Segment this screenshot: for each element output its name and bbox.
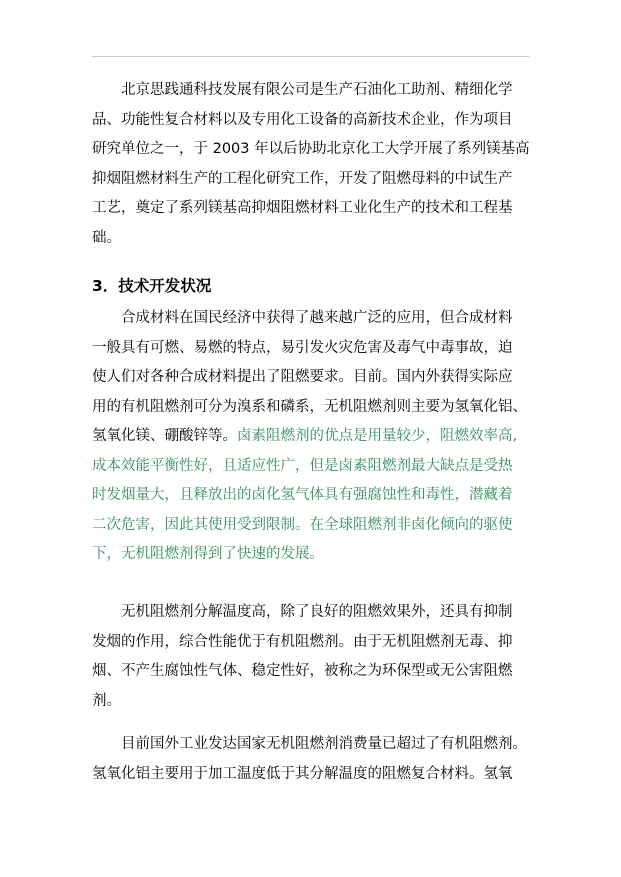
text-line: 使人们对各种合成材料提出了阻燃要求。目前。国内外获得实际应 <box>92 369 513 385</box>
text-line: 研究单位之一，于 2003 年以后协助北京化工大学开展了系列镁基高 <box>92 141 530 157</box>
highlighted-text-line: 下，无机阻燃剂得到了快速的发展。 <box>92 546 324 562</box>
text-line: 北京思践通科技发展有限公司是生产石油化工助剂、精细化学 <box>121 82 513 98</box>
text-line: 合成材料在国民经济中获得了越来越广泛的应用，但合成材料 <box>121 310 513 326</box>
text-segment: 氢氧化镁、硼酸锌等。 <box>92 428 237 444</box>
paragraph-company-intro <box>92 76 532 253</box>
highlighted-text-line: 时发烟量大，且释放出的卤化氢气体具有强腐蚀性和毒性，潜藏着 <box>92 487 513 503</box>
text-line: 一般具有可燃、易燃的特点，易引发火灾危害及毒气中毒事故，迫 <box>92 339 513 356</box>
text-line-mixed <box>92 422 532 452</box>
text-line: 工艺，奠定了系列镁基高抑烟阻燃材料工业化生产的技术和工程基 <box>92 200 513 216</box>
text-line: 用的有机阻燃剂可分为溴系和磷系，无机阻燃剂则主要为氢氧化铝、 <box>92 398 527 415</box>
paragraph-flame-retardant-overview <box>92 304 532 570</box>
paragraph-consumption <box>92 730 532 789</box>
text-line: 剂。 <box>92 692 121 709</box>
text-line: 氢氧化铝主要用于加工温度低于其分解温度的阻燃复合材料。氢氧 <box>92 765 513 782</box>
highlighted-text-line: 二次危害，因此其使用受到限制。在全球阻燃剂非卤化倾向的驱使 <box>92 516 513 533</box>
header-rule <box>92 56 529 57</box>
highlighted-text-line: 成本效能平衡性好，且适应性广，但是卤素阻燃剂最大缺点是受热 <box>92 457 513 474</box>
text-line: 目前国外工业发达国家无机阻燃剂消费量已超过了有机阻燃剂。 <box>121 736 527 752</box>
highlighted-text-segment: 卤素阻燃剂的优点是用量较少，阻燃效率高, <box>237 428 518 444</box>
text-line: 品、功能性复合材料以及专用化工设备的高新技术企业，作为项目 <box>92 111 513 128</box>
text-line: 础。 <box>92 229 121 246</box>
section-heading: 3．技术开发状况 <box>92 277 212 295</box>
text-line: 抑烟阻燃材料生产的工程化研究工作，开发了阻燃母料的中试生产 <box>92 170 513 187</box>
text-line: 烟、不产生腐蚀性气体、稳定性好，被称之为环保型或无公害阻燃 <box>92 663 513 679</box>
text-line: 发烟的作用，综合性能优于有机阻燃剂。由于无机阻燃剂无毒、抑 <box>92 633 513 650</box>
paragraph-inorganic-advantages <box>92 598 532 716</box>
text-line: 无机阻燃剂分解温度高，除了良好的阻燃效果外，还具有抑制 <box>121 604 513 620</box>
